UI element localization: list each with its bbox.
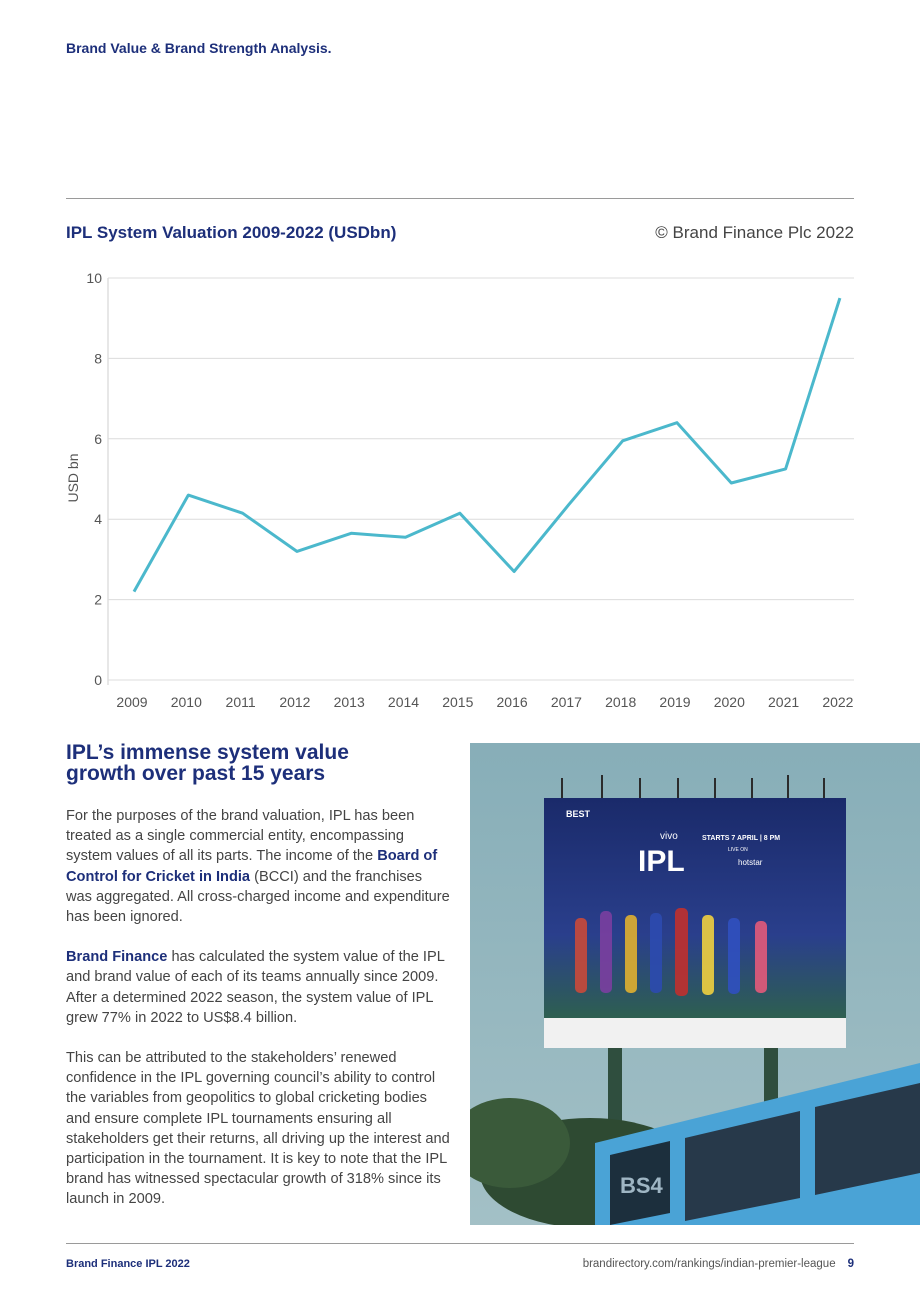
footer-url[interactable]: brandirectory.com/rankings/indian-premier-league xyxy=(582,1258,836,1270)
x-tick-label: 2022 xyxy=(822,694,854,710)
billboard-partner-text: hotstar xyxy=(738,858,763,867)
bottom-divider xyxy=(66,1243,854,1244)
billboard-brand-text: vivo xyxy=(660,831,678,842)
x-tick-label: 2013 xyxy=(333,694,365,710)
page-number: 9 xyxy=(847,1258,854,1270)
paragraph-1-text-b: (BCCI) and the franchises was aggregated. All cross-charged income and expenditure has been ignored. xyxy=(66,868,450,926)
valuation-line-chart xyxy=(0,255,920,725)
billboard-best-text: BEST xyxy=(566,809,591,819)
x-tick-label: 2021 xyxy=(768,694,800,710)
footer-right xyxy=(583,1258,854,1270)
x-tick-label: 2014 xyxy=(387,694,420,710)
paragraph-1 xyxy=(66,806,451,927)
paragraph-1-text-a: For the purposes of the brand valuation, IPL has been treated as a single commercial entity, encompassing system values of all its parts. The income of the xyxy=(66,808,415,865)
paragraph-2 xyxy=(66,947,451,1028)
headline-line-2: growth over past 15 years xyxy=(66,762,326,785)
bcci-highlight: Board of Control for Cricket in India xyxy=(66,848,438,885)
y-tick-label: 10 xyxy=(86,270,102,286)
x-tick-label: 2017 xyxy=(550,694,582,710)
billboard-ipl-logo: IPL xyxy=(638,845,685,878)
x-tick-label: 2020 xyxy=(713,694,745,710)
section-title: Brand Value & Brand Strength Analysis. xyxy=(66,40,332,56)
series-line xyxy=(134,298,840,591)
ipl-billboard-photo xyxy=(470,743,920,1225)
y-tick-label: 2 xyxy=(94,591,102,608)
article-body xyxy=(66,806,451,1230)
x-tick-label: 2012 xyxy=(279,694,311,710)
y-tick-label: 6 xyxy=(94,430,102,447)
y-tick-label: 8 xyxy=(94,350,102,367)
x-tick-label: 2010 xyxy=(170,694,202,710)
x-tick-label: 2018 xyxy=(605,694,637,710)
y-tick-label: 0 xyxy=(94,672,102,688)
brand-finance-highlight: Brand Finance xyxy=(66,949,168,966)
x-tick-label: 2016 xyxy=(496,694,528,710)
chart-copyright: © Brand Finance Plc 2022 xyxy=(655,223,854,242)
y-axis-label: USD bn xyxy=(65,453,81,503)
article-headline xyxy=(66,742,446,784)
chart-title: IPL System Valuation 2009-2022 (USDbn) xyxy=(66,223,397,242)
x-tick-label: 2019 xyxy=(659,694,691,710)
top-divider xyxy=(66,198,854,199)
footer-publication: Brand Finance IPL 2022 xyxy=(66,1258,190,1270)
y-tick-label: 4 xyxy=(94,511,102,528)
bus-route-text: BS4 xyxy=(620,1173,663,1198)
billboard-starts-text: STARTS 7 APRIL | 8 PM xyxy=(702,835,781,842)
x-tick-label: 2015 xyxy=(442,694,474,710)
x-tick-label: 2009 xyxy=(116,694,148,710)
billboard-live-text: LIVE ON xyxy=(728,847,748,853)
headline-line-1: IPL’s immense system value xyxy=(66,741,349,764)
paragraph-2-text: has calculated the system value of the IPL and brand value of each of its teams annually since 2009. After a determined 2022 season, the system value of IPL grew 77% in 2022 to US$8.4 billion. xyxy=(66,949,445,1026)
paragraph-3: This can be attributed to the stakeholders’ renewed confidence in the IPL governing council’s ability to control the variables from geopolitics to global cricketing bodies and ensure complete IPL tournaments ensuring all stakeholders get their returns, all driving up the interest and participation in the tournament. It is key to note that the IPL brand has witnessed spectacular growth of 318% since its launch in 2009. xyxy=(66,1050,450,1208)
x-tick-label: 2011 xyxy=(225,694,256,710)
